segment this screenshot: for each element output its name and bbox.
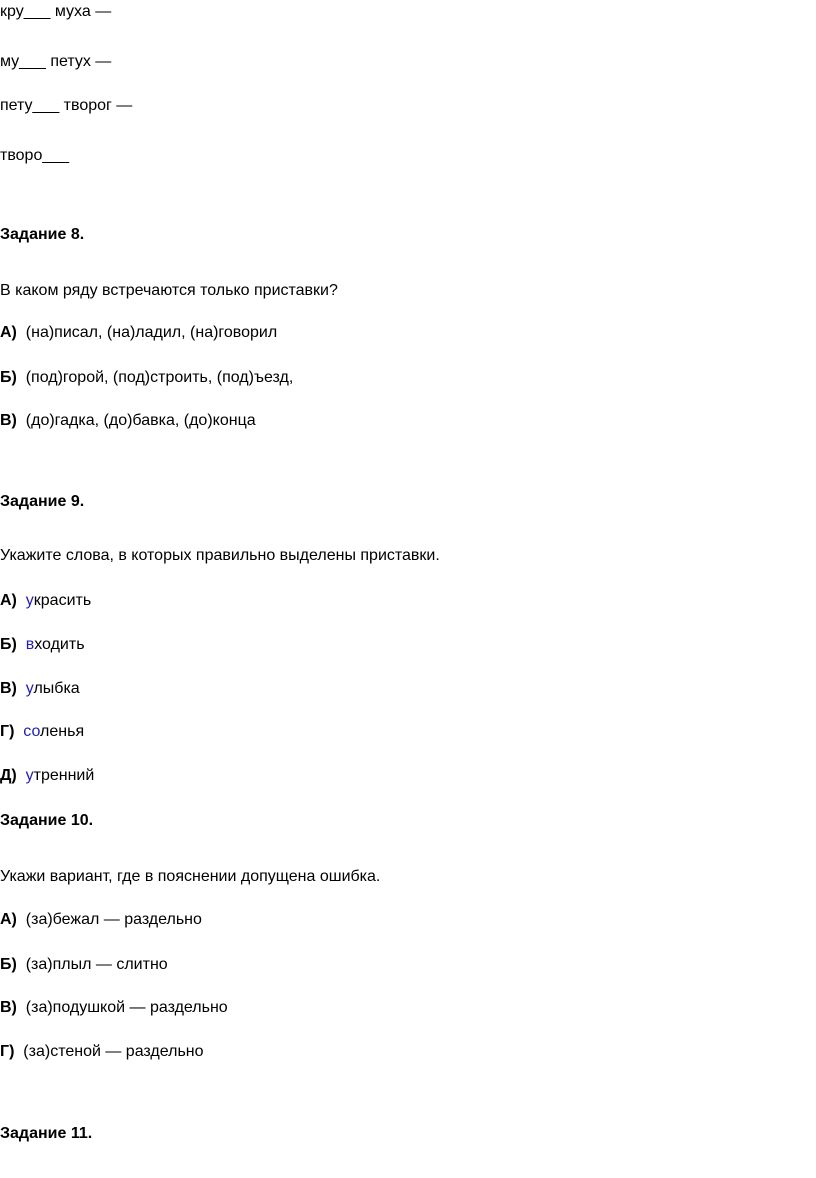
task9-heading: Задание 9.: [0, 493, 85, 510]
task8-option-a: [0, 323, 277, 343]
task9-option-c: [0, 679, 80, 699]
blank-line-2: му___ петух —: [0, 53, 112, 70]
prefix-highlight: у: [25, 767, 34, 784]
blank-line-3: пету___ творог —: [0, 97, 133, 114]
prefix-highlight: со: [23, 723, 41, 740]
option-text: (под)горой, (под)строить, (под)ъезд,: [25, 369, 294, 386]
task9-option-d: [0, 722, 84, 742]
word-rest: ходить: [34, 636, 85, 653]
task10-option-d: [0, 1042, 204, 1062]
option-label: А): [0, 592, 17, 609]
task8-question: В каком ряду встречаются только приставки?: [0, 282, 338, 299]
task9-option-a: [0, 591, 91, 611]
word-rest: лыбка: [33, 680, 80, 697]
task9-option-e: [0, 766, 94, 786]
task10-heading: Задание 10.: [0, 812, 94, 829]
task11-heading: Задание 11.: [0, 1125, 93, 1142]
task9-question: Укажите слова, в которых правильно выделены приставки.: [0, 547, 440, 564]
option-label: Б): [0, 956, 17, 973]
task8-option-c: [0, 411, 256, 431]
option-label: В): [0, 412, 17, 429]
option-text: (за)бежал — раздельно: [25, 911, 202, 928]
option-label: А): [0, 324, 17, 341]
prefix-highlight: у: [25, 592, 34, 609]
option-label: Б): [0, 636, 17, 653]
option-label: А): [0, 911, 17, 928]
option-text: (за)подушкой — раздельно: [25, 999, 228, 1016]
task10-option-a: [0, 910, 202, 930]
task10-option-b: [0, 955, 168, 975]
option-label: Б): [0, 369, 17, 386]
option-label: В): [0, 680, 17, 697]
prefix-highlight: у: [25, 680, 34, 697]
task8-option-b: [0, 368, 293, 388]
option-label: Д): [0, 767, 17, 784]
blank-line-4: творо___: [0, 147, 70, 164]
option-text: (до)гадка, (до)бавка, (до)конца: [25, 412, 256, 429]
word-rest: тренний: [33, 767, 95, 784]
task8-heading: Задание 8.: [0, 226, 85, 243]
option-text: (за)стеной — раздельно: [23, 1043, 204, 1060]
word-rest: красить: [33, 592, 92, 609]
task10-question: Укажи вариант, где в пояснении допущена ошибка.: [0, 868, 381, 885]
option-label: Г): [0, 723, 15, 740]
option-label: Г): [0, 1043, 15, 1060]
blank-line-1: кру___ муха —: [0, 3, 112, 20]
option-text: (за)плыл — слитно: [25, 956, 168, 973]
word-rest: ленья: [40, 723, 85, 740]
task9-option-b: [0, 635, 85, 655]
option-label: В): [0, 999, 17, 1016]
prefix-highlight: в: [25, 636, 35, 653]
task10-option-c: [0, 998, 228, 1018]
option-text: (на)писал, (на)ладил, (на)говорил: [25, 324, 278, 341]
